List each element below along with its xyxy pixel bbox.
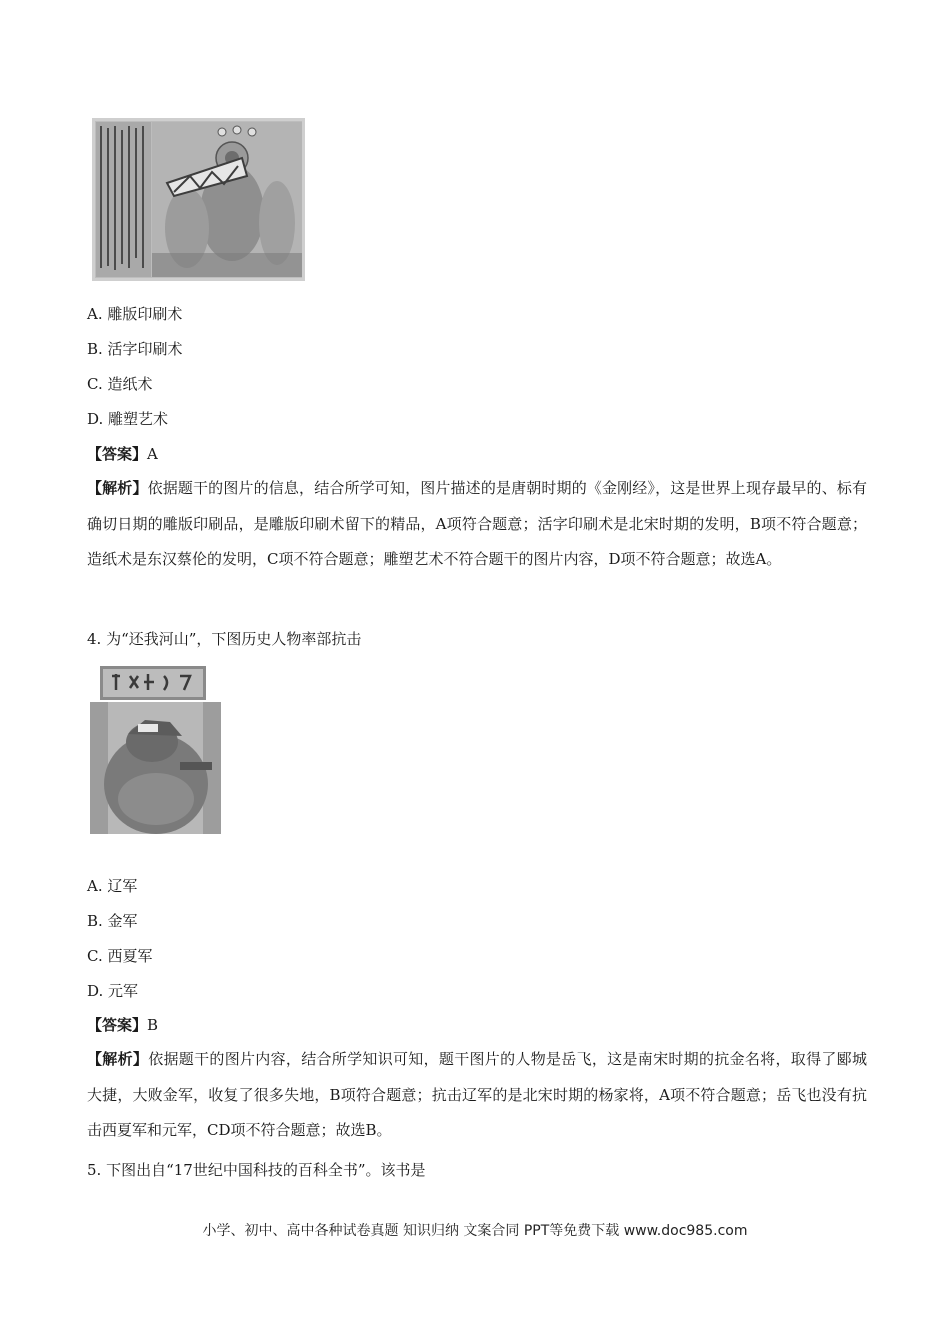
diamond-sutra-image <box>92 118 305 281</box>
answer-value: A <box>147 445 158 463</box>
q3-option-c: C. 造纸术 <box>87 375 153 393</box>
q3-option-d: D. 雕塑艺术 <box>87 410 169 428</box>
q4-option-d: D. 元军 <box>87 982 139 1000</box>
q4-analysis <box>87 1042 867 1149</box>
q4-answer <box>87 1015 158 1035</box>
answer-tag: 【答案】 <box>87 445 148 463</box>
q4-option-c: C. 西夏军 <box>87 947 153 965</box>
yue-fei-statue-image <box>90 664 221 834</box>
page-footer: 小学、初中、高中各种试卷真题 知识归纳 文案合同 PPT等免费下载 www.doc985.com <box>202 1223 748 1239</box>
q4-option-a: A. 辽军 <box>87 877 138 895</box>
answer-value: B <box>147 1016 159 1034</box>
q4-stem: 4. 为“还我河山”，下图历史人物率部抗击 <box>87 630 362 648</box>
q3-answer <box>87 444 158 464</box>
q3-option-a: A. 雕版印刷术 <box>87 305 183 323</box>
q4-option-b: B. 金军 <box>87 912 138 930</box>
analysis-text: 依据题干的图片的信息，结合所学可知，图片描述的是唐朝时期的《金刚经》，这是世界上现存最早的、标有确切日期的雕版印刷品，是雕版印刷术留下的精品，A项符合题意；活字印刷术是北宋时期的发明，B项不符合题意；造纸术是东汉蔡伦的发明，C项不符合题意；雕塑艺术不符合题干的图片内容，D项不符合题意；故选A。 <box>87 479 867 568</box>
q3-option-b: B. 活字印刷术 <box>87 340 183 358</box>
analysis-text: 依据题干的图片内容，结合所学知识可知，题干图片的人物是岳飞，这是南宋时期的抗金名将，取得了郾城大捷，大败金军，收复了很多失地，B项符合题意；抗击辽军的是北宋时期的杨家将，A项不符合题意；岳飞也没有抗击西夏军和元军，CD项不符合题意；故选B。 <box>87 1050 867 1139</box>
q3-analysis <box>87 471 867 578</box>
analysis-tag: 【解析】 <box>87 479 148 497</box>
q5-stem: 5. 下图出自“17世纪中国科技的百科全书”。该书是 <box>87 1161 426 1179</box>
analysis-tag: 【解析】 <box>87 1050 149 1068</box>
answer-tag: 【答案】 <box>87 1016 148 1034</box>
